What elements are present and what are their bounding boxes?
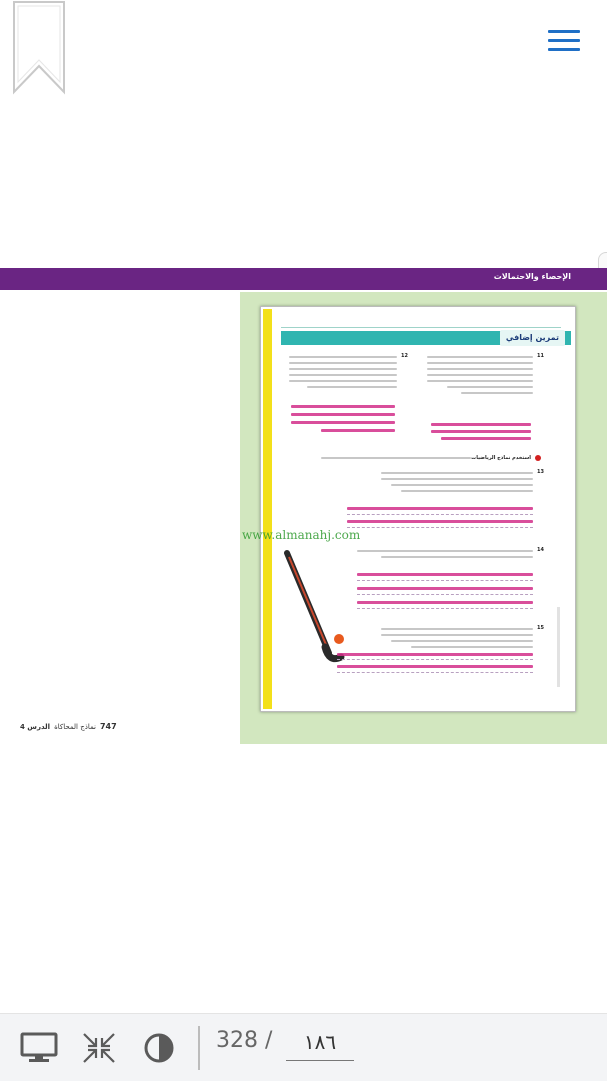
exercise-number: 15 [537, 625, 544, 631]
monitor-icon[interactable] [20, 1032, 58, 1064]
exercise-number: 11 [537, 353, 544, 359]
section-title: تمرين إضافي [500, 330, 565, 346]
exercise-number: 12 [401, 353, 408, 359]
footer-lesson: الدرس 4 [20, 722, 51, 731]
toolbar-divider [198, 1026, 200, 1070]
contrast-icon[interactable] [140, 1032, 178, 1064]
watermark: www.almanahj.com [242, 528, 361, 542]
page-edge-strip [263, 309, 272, 709]
menu-icon[interactable] [548, 30, 580, 54]
page-margin-note [557, 607, 560, 687]
exercise-number: 13 [537, 469, 544, 475]
header-rule [281, 327, 561, 328]
current-page-number: 328 [216, 1028, 258, 1053]
subheading-marker-icon [535, 455, 541, 461]
section-header [281, 331, 571, 345]
page-separator: / [265, 1028, 273, 1053]
chapter-bar [0, 268, 607, 290]
hockey-stick-illustration [277, 547, 347, 667]
subheading: استخدم نماذج الرياضيات [471, 455, 531, 461]
page-footer [20, 722, 117, 731]
footer-lesson-name: نماذج المحاكاة [54, 722, 96, 731]
scanned-page [260, 306, 576, 712]
footer-page-number: 747 [99, 722, 117, 731]
bookmark-icon[interactable] [12, 0, 66, 96]
bottom-toolbar [0, 1013, 607, 1081]
chapter-title: الإحصاء والاحتمالات [493, 272, 571, 281]
compress-icon[interactable] [80, 1032, 118, 1064]
page-number-input[interactable] [286, 1024, 354, 1061]
exercise-number: 14 [537, 547, 544, 553]
